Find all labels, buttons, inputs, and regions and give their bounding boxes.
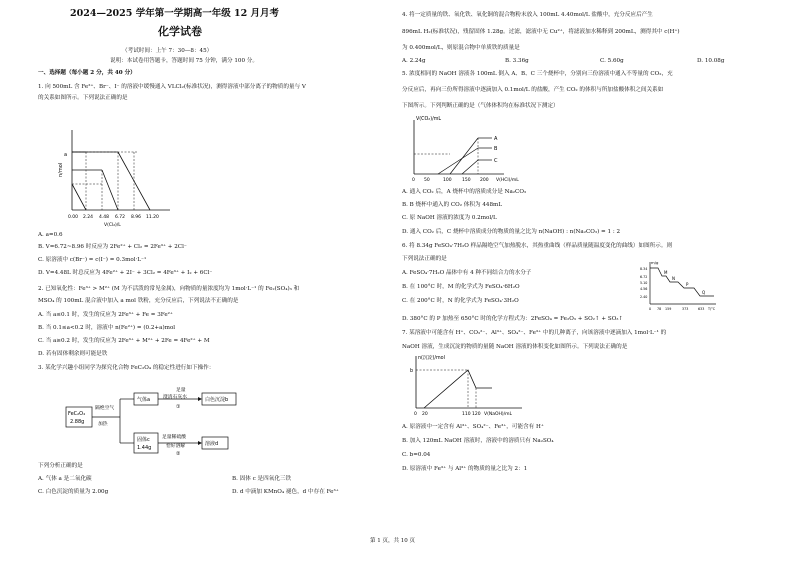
q7-curve	[424, 370, 492, 408]
q1-xtick: 8.96	[131, 215, 142, 220]
q1-xtick: 4.48	[99, 215, 110, 220]
q5-line-c	[462, 160, 478, 174]
svg-text:白色沉淀b: 白色沉淀b	[205, 397, 229, 403]
svg-text:78: 78	[657, 307, 662, 311]
q3-stem: 3. 某化学兴趣小组同学为探究化合物 FeC₂O₄ 的稳定性进行如下操作：	[38, 365, 215, 371]
svg-text:Q: Q	[702, 290, 706, 295]
svg-text:8.34: 8.34	[640, 267, 648, 271]
q2-stem-line2: MSO₄ 的 100mL 混合液中加入 a mol 铁粉，充分反应后，下列说法不正确的是	[38, 298, 239, 304]
svg-text:T/°C: T/°C	[708, 307, 716, 311]
svg-text:159: 159	[665, 307, 672, 311]
q3-option-d[interactable]: D. d 中滴加 KMnO₄ 褪色，d 中存在 Fe³⁺	[232, 489, 339, 495]
svg-text:足量稀硫酸: 足量稀硫酸	[162, 435, 186, 440]
subject-title: 化学试卷	[158, 25, 202, 38]
q4-stem-line2: 896mL H₂(标准状况)，残留固体 1.28g。过滤，滤液中无 Cu²⁺，将滤液加水稀释到 200mL，测得其中 c(H⁺)	[402, 29, 680, 35]
q6-option-b[interactable]: B. 在 100°C 时，M 的化学式为 FeSO₄·6H₂O	[402, 284, 520, 290]
q5-ylabel: V(CO₂)/mL	[416, 117, 442, 122]
svg-text:20: 20	[422, 412, 428, 417]
q7-chart	[402, 352, 532, 420]
q4-option-a[interactable]: A. 2.24g	[402, 58, 426, 64]
q1-xtick: 2.24	[83, 215, 94, 220]
svg-text:100: 100	[443, 178, 452, 183]
q5-stem-line1: 5. 浓度相同的 NaOH 溶液各 100mL 倒入 A、B、C 三个烧杯中，分别向三份溶液中通入不等量的 CO₂，充	[402, 71, 673, 77]
q1-chart	[52, 122, 172, 227]
svg-text:M: M	[664, 270, 668, 275]
q7-stem-line2: NaOH 溶液，生成沉淀的物质的量随 NaOH 溶液的体积变化如图所示。下列说法正确的是	[402, 344, 628, 350]
q1-stem-line2: 的关系如图所示。下列说法正确的是	[38, 95, 128, 101]
svg-text:150: 150	[462, 178, 471, 183]
q1-option-b[interactable]: B. V=6.72~8.96 时反应为 2Fe²⁺ + Cl₂ = 2Fe³⁺ + 2Cl⁻	[38, 244, 187, 250]
svg-text:200: 200	[480, 178, 489, 183]
q4-stem-line1: 4. 将一定质量的铁、氧化铁、氧化铜的混合物粉末放入 100mL 4.40mol/L 盐酸中，充分反应后产生	[402, 12, 653, 18]
svg-text:固体c: 固体c	[137, 437, 150, 443]
svg-text:加热: 加热	[98, 422, 108, 427]
q1-ytick-a: a	[64, 152, 68, 158]
q2-stem-line1: 2. 已知氧化性：Fe³⁺ > M²⁺ (M 为不活泼的常见金属)，向物质的量浓度均为 1mol·L⁻¹ 的 Fe₂(SO₄)₃ 和	[38, 286, 300, 292]
q1-option-c[interactable]: C. 原溶液中 c(Br⁻) = c(I⁻) = 0.3mol·L⁻¹	[38, 257, 147, 263]
q2-option-c[interactable]: C. 当 a≥0.2 时，发生的反应为 2Fe³⁺ + M²⁺ + 2Fe = 4Fe²⁺ + M	[38, 338, 210, 344]
page-number: 第 1 页，共 10 页	[370, 538, 415, 544]
q5-line-label-c: C	[494, 158, 498, 164]
svg-text:足量: 足量	[176, 388, 186, 393]
svg-text:373: 373	[682, 307, 689, 311]
q1-ylabel: n/mol	[58, 162, 64, 177]
exam-title: 2024—2025 学年第一学期高一年级 12 月月考	[70, 8, 280, 19]
q7-option-b[interactable]: B. 加入 120mL NaOH 溶液时，溶液中的溶质只有 Na₂SO₄	[402, 438, 554, 444]
svg-text:0: 0	[414, 412, 417, 417]
q7-stem-line1: 7. 某溶液中可能含有 H⁺、CO₃²⁻、Al³⁺、SO₄²⁻、Fe³⁺ 中的几种离子，向该溶液中逐滴加入 1mol·L⁻¹ 的	[402, 330, 667, 336]
q5-line-b	[438, 148, 478, 174]
svg-text:P: P	[686, 282, 689, 287]
q2-option-d[interactable]: D. 若有固体剩余则可能是铁	[38, 351, 108, 357]
exam-note: 说明：本试卷用答题卡，答题时间 75 分钟，满分 100 分。	[110, 58, 258, 64]
q1-option-d[interactable]: D. V=4.48L 时总反应为 4Fe²⁺ + 2I⁻ + 3Cl₂ = 4Fe³⁺ + I₂ + 6Cl⁻	[38, 270, 213, 276]
svg-text:110: 110	[462, 412, 471, 417]
svg-text:2.40: 2.40	[640, 295, 648, 299]
svg-text:6.72: 6.72	[640, 275, 648, 279]
svg-text:1.44g: 1.44g	[137, 445, 152, 451]
q7-ylabel: n(沉淀)/mol	[418, 356, 445, 361]
q3-option-a[interactable]: A. 气体 a 是二氧化碳	[38, 476, 92, 482]
q6-ylabel: m/g	[651, 260, 659, 265]
svg-text:①: ①	[176, 404, 181, 410]
svg-text:恰好溶解: 恰好溶解	[166, 444, 186, 449]
q6-stem-line2: 下列说法正确的是	[402, 256, 447, 262]
q5-stem-line2: 分反应后，再向三份所得溶液中逐滴加入 0.1mol/L 的盐酸，产生 CO₂ 的体积与所加盐酸体积之间关系如	[402, 87, 664, 93]
svg-text:气体a: 气体a	[137, 397, 151, 403]
q4-option-c[interactable]: C. 5.60g	[600, 58, 624, 64]
q5-line-label-a: A	[494, 136, 498, 142]
q2-option-a[interactable]: A. 当 a≤0.1 时，发生的反应为 2Fe³⁺ + Fe = 3Fe²⁺	[38, 312, 173, 318]
section-heading: 一、选择题（每小题 2 分，共 40 分）	[38, 70, 136, 76]
svg-text:5.10: 5.10	[640, 281, 648, 285]
q6-chart	[640, 258, 720, 314]
q4-option-d[interactable]: D. 10.08g	[697, 58, 725, 64]
q6-option-a[interactable]: A. FeSO₄·7H₂O 晶体中有 4 种不同结合力的水分子	[402, 270, 532, 276]
q3-option-b[interactable]: B. 固体 c 是四氧化三铁	[232, 476, 292, 482]
q5-xlabel: V(HCl)/mL	[496, 178, 519, 183]
svg-text:溶液d: 溶液d	[205, 441, 219, 447]
q1-stem-line1: 1. 向 500mL 含 Fe²⁺、Br⁻、I⁻ 的溶液中缓慢通入 VLCl₂(标准状况)，测得溶液中部分离子的物质的量与 V	[38, 84, 306, 90]
q1-xtick: 0.00	[68, 215, 79, 220]
q1-option-a[interactable]: A. a=0.6	[38, 232, 63, 238]
q5-chart	[400, 114, 530, 190]
svg-text:0: 0	[412, 178, 415, 183]
svg-text:2.88g: 2.88g	[70, 419, 85, 425]
svg-text:澄清石灰水: 澄清石灰水	[163, 395, 187, 400]
q3-ask: 下列分析正确的是	[38, 463, 83, 469]
svg-text:0: 0	[649, 307, 652, 311]
svg-text:②: ②	[176, 451, 181, 457]
q5-option-d[interactable]: D. 通入 CO₂ 后，C 烧杯中溶质成分的物质的量之比为 n(NaOH) : n(Na₂CO₃) = 1 : 2	[402, 229, 621, 235]
q3-option-c[interactable]: C. 白色沉淀的质量为 2.00g	[38, 489, 109, 495]
svg-text:N: N	[672, 276, 675, 281]
q1-xtick: 11.20	[146, 215, 159, 220]
q6-stem-line1: 6. 将 8.34g FeSO₄·7H₂O 样品隔绝空气加热脱水，其热重曲线（样品质量随温度变化的曲线）如图所示。则	[402, 243, 673, 249]
q1-xtick: 6.72	[115, 215, 126, 220]
svg-text:120: 120	[472, 412, 481, 417]
q5-stem-line3: 下图所示。下列判断正确的是（气体体积均在标准状况下测定）	[402, 103, 559, 109]
q5-option-c[interactable]: C. 原 NaOH 溶液的浓度为 0.2mol/L	[402, 215, 497, 221]
q6-option-d[interactable]: D. 380°C 的 P 加热至 650°C 时的化学方程式为：2FeSO₄ = Fe₂O₃ + SO₂↑ + SO₃↑	[402, 316, 624, 322]
q1-xlabel: V(Cl₂)/L	[104, 223, 121, 227]
svg-text:633: 633	[698, 307, 705, 311]
q4-stem-line3: 为 0.400mol/L，则原混合物中单质铁的质量是	[402, 45, 520, 51]
q7-option-c[interactable]: C. b=0.04	[402, 452, 431, 458]
q5-option-b[interactable]: B. B 烧杯中通入的 CO₂ 体积为 448mL	[402, 202, 503, 208]
q7-option-a[interactable]: A. 原溶液中一定含有 Al³⁺、SO₄²⁻、Fe³⁺，可能含有 H⁺	[402, 424, 544, 430]
svg-text:50: 50	[424, 178, 430, 183]
exam-time: （考试时间：上午 7：30—8：45）	[122, 48, 213, 54]
svg-text:FeC₂O₄: FeC₂O₄	[68, 411, 86, 417]
q5-option-a[interactable]: A. 通入 CO₂ 后，A 烧杯中的溶质成分是 Na₂CO₃	[402, 189, 527, 195]
q2-option-b[interactable]: B. 当 0.1≤a<0.2 时，溶液中 n(Fe²⁺) = (0.2+a)mol	[38, 325, 176, 331]
q7-xlabel: V(NaOH)/mL	[484, 412, 513, 417]
q7-ytick-b: b	[410, 369, 414, 374]
q1-line-i	[72, 184, 86, 210]
svg-text:4.56: 4.56	[640, 287, 648, 291]
q7-option-d[interactable]: D. 原溶液中 Fe³⁺ 与 Al³⁺ 的物质的量之比为 2：1	[402, 466, 528, 472]
q6-option-c[interactable]: C. 在 200°C 时，N 的化学式为 FeSO₄·3H₂O	[402, 298, 519, 304]
q5-line-a	[450, 138, 478, 174]
svg-text:隔绝空气: 隔绝空气	[95, 406, 115, 411]
q4-option-b[interactable]: B. 3.36g	[505, 58, 529, 64]
q5-line-label-b: B	[494, 146, 498, 152]
q3-flow-diagram	[64, 385, 304, 465]
